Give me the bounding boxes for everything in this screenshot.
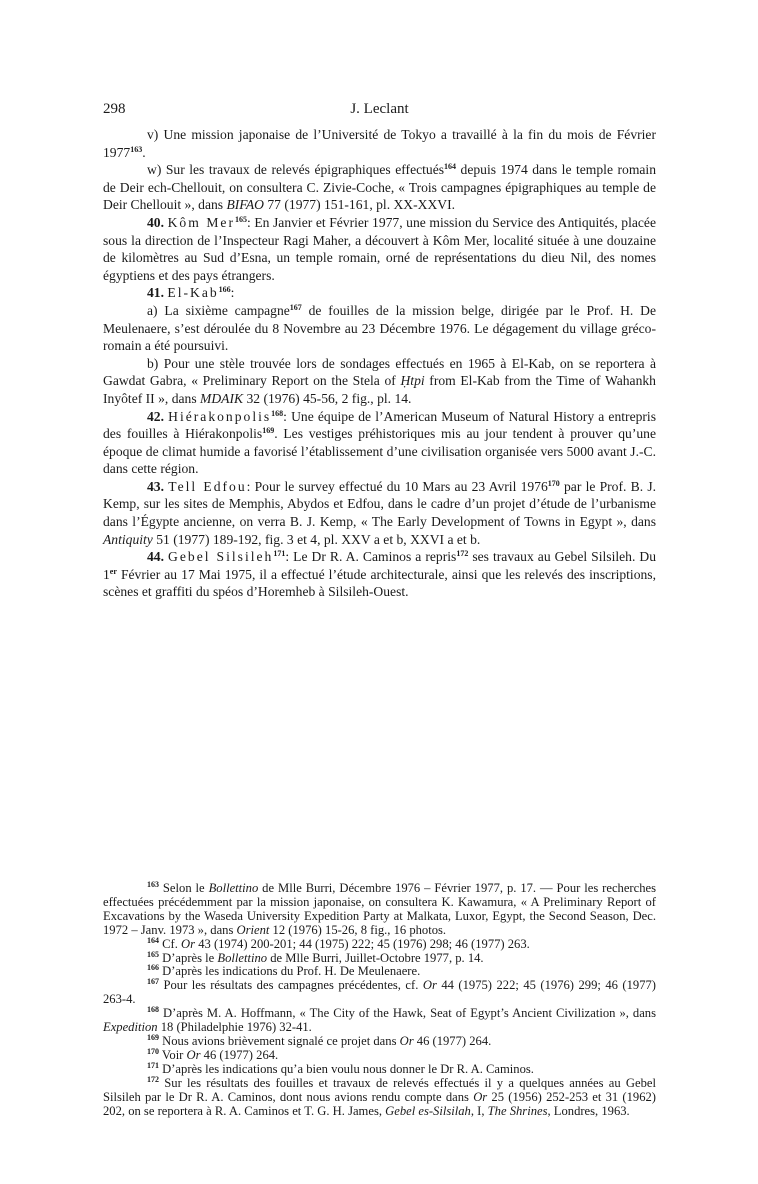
footnotes xyxy=(103,882,656,1118)
italic-title: Antiquity xyxy=(103,531,153,547)
note-marker: 165 xyxy=(147,949,159,959)
italic-title: Or xyxy=(181,936,196,951)
text-run: v) Une mission japonaise de l’Université de Tokyo a travaillé à la fin du mois de Février 1977 xyxy=(103,127,656,160)
note-marker: 167 xyxy=(147,977,159,987)
page-number: 298 xyxy=(103,101,126,117)
section-number: 40. xyxy=(147,214,164,230)
text-run: from El-Kab from the Time of Wahankh Inyôtef II », dans xyxy=(103,373,656,406)
footnote xyxy=(103,1032,656,1049)
note-marker: 164 xyxy=(147,935,159,945)
text-run: . Les vestiges préhistoriques mis au jour tendent à prouver qu’une époque de climat humide a favorisé l’établissement d’une civilisation organisée vers 5000 avant J.-C. dans cette région. xyxy=(103,426,656,477)
text-run: : xyxy=(230,285,235,301)
text-run: D’après les indications qu’a bien voulu nous donner le Dr R. A. Caminos. xyxy=(159,1061,534,1076)
text-run: de Mlle Burri, Décembre 1976 – Février 1977, p. 17. — Pour les recherches effectuées précédemment par la mission japonaise, on consultera K. Kawamura, « A Preliminary Report of Excavations by the Waseda University Expedition Party at Malkata, Luxor, Egypt, the Second Season, Dec. 1972 – Janv. 1973 », dans xyxy=(103,881,656,937)
text-run: , Londres, 1963. xyxy=(547,1103,630,1118)
footnote xyxy=(103,1074,657,1119)
note-marker: 172 xyxy=(456,549,469,559)
body-paragraph xyxy=(103,126,656,161)
text-run: 32 (1976) 45-56, 2 fig., pl. 14. xyxy=(243,390,412,406)
footnote xyxy=(103,882,656,938)
text-run: b) Pour une stèle trouvée lors de sondages effectués en 1965 à El-Kab, on se reportera à Gawdat Gabra, « Preliminary Report on the Stela of xyxy=(103,355,656,389)
body-paragraph xyxy=(103,302,656,355)
note-marker: er xyxy=(109,566,117,576)
body-paragraph xyxy=(103,284,656,302)
section-number: 44. xyxy=(147,549,164,565)
footnote xyxy=(103,1007,656,1035)
text-run: : Le Dr R. A. Caminos a repris xyxy=(285,549,457,565)
page-header xyxy=(103,101,656,123)
footnote xyxy=(103,1046,656,1063)
text-run: 46 (1977) 264. xyxy=(200,1047,279,1062)
text-run: 18 (Philadelphie 1976) 32-41. xyxy=(157,1020,312,1035)
text-run: D’après M. A. Hoffmann, « The City of the Hawk, Seat of Egypt’s Ancient Civilization », dans xyxy=(159,1006,656,1021)
italic-title: Orient xyxy=(236,922,270,937)
note-marker: 163 xyxy=(147,880,159,889)
note-marker: 166 xyxy=(218,285,231,295)
note-marker: 171 xyxy=(273,549,286,559)
text-run: par le Prof. B. J. Kemp, sur les sites de Memphis, Abydos et Edfou, dans le cadre d’un projet d’étude de l’urbanisme dans l’Égypte ancienne, on verra B. J. Kemp, « The Early Development of Towns in Egypt », dans xyxy=(103,478,657,530)
text-run: de Mlle Burri, Juillet-Octobre 1977, p. 14. xyxy=(267,950,484,965)
body-paragraph xyxy=(103,548,656,601)
note-marker: 170 xyxy=(147,1046,159,1056)
site-name: Hiérakonpolis xyxy=(168,408,272,424)
italic-title: Bollettino xyxy=(208,881,259,895)
body-paragraph xyxy=(103,214,656,284)
text-run: Selon le xyxy=(159,881,209,895)
text-run: Sur les résultats des fouilles et travaux de relevés effectués il y a quelques années au Gebel Silsileh par le Dr R. A. Caminos, dont nous avions rendu compte dans xyxy=(103,1075,656,1104)
body-paragraph xyxy=(103,478,656,548)
text-run: : En Janvier et Février 1977, une mission du Service des Antiquités, placée sous la direction de l’Inspecteur Ragi Maher, a découvert à Kôm Mer, localité située à une douzaine de kilomètres au Sud d’Esna, un temple romain, orné de représentations du dieu Nil, des nomes égyptiens et des pays étrangers. xyxy=(103,214,656,283)
text-run: 44 (1975) 222; 45 (1976) 299; 46 (1977) 263-4. xyxy=(103,978,656,1007)
text-run: 77 (1977) 151-161, pl. XX-XXVI. xyxy=(263,197,456,213)
note-marker: 164 xyxy=(444,162,457,172)
text-run: D’après les indications du Prof. H. De Meulenaere. xyxy=(159,964,421,979)
text-run: : Une équipe de l’American Museum of Natural History a entrepris des fouilles à Hiérakonpolis xyxy=(103,408,656,442)
note-marker: 172 xyxy=(147,1074,159,1084)
text-run: a) La sixième campagne xyxy=(147,302,290,318)
site-name: Tell Edfou xyxy=(168,478,247,494)
text-run: de fouilles de la mission belge, dirigée par le Prof. H. De Meulenaere, s’est déroulée du 8 Novembre au 23 Décembre 1976. Le dégagement du village gréco-romain a été poursuivi. xyxy=(103,302,656,354)
note-marker: 168 xyxy=(147,1005,159,1015)
text-run: , I, xyxy=(470,1103,488,1118)
italic-title: BIFAO xyxy=(226,197,264,213)
text-run: 12 (1976) 15-26, 8 fig., 16 photos. xyxy=(269,922,447,937)
note-marker: 171 xyxy=(147,1060,159,1070)
site-name: Gebel Silsileh xyxy=(168,549,274,565)
site-name: Kôm Mer xyxy=(167,214,235,230)
text-run: Cf. xyxy=(159,936,182,951)
note-marker: 163 xyxy=(130,144,143,154)
text-run: 25 (1956) 252-253 et 31 (1962) 202, on se reportera à R. A. Caminos et T. G. H. James, xyxy=(103,1089,657,1118)
text-run: : Pour le survey effectué du 10 Mars au 23 Avril 1976 xyxy=(246,478,548,494)
text-run: Pour les résultats des campagnes précédentes, cf. xyxy=(159,978,423,993)
section-number: 42. xyxy=(147,408,164,424)
text-run: D’après le xyxy=(159,950,218,965)
note-marker: 170 xyxy=(547,478,560,488)
body-paragraph xyxy=(103,355,656,408)
text-run: w) Sur les travaux de relevés épigraphiques effectués xyxy=(147,162,445,178)
note-marker: 165 xyxy=(234,214,247,224)
note-marker: 169 xyxy=(147,1032,159,1042)
text-run: 51 (1977) 189-192, fig. 3 et 4, pl. XXV a et b, XXVI a et b. xyxy=(152,531,481,547)
body-paragraph xyxy=(103,408,656,478)
note-marker: 166 xyxy=(147,963,159,973)
italic-title: Or xyxy=(186,1047,201,1062)
text-run: . xyxy=(142,144,146,160)
italic-title: MDAIK xyxy=(200,390,244,406)
site-name: El-Kab xyxy=(167,285,219,301)
italic-title: Gebel es-Silsilah xyxy=(385,1103,471,1118)
section-number: 43. xyxy=(147,478,164,494)
footnote xyxy=(103,935,656,952)
italic-title: Or xyxy=(399,1033,414,1048)
section-number: 41. xyxy=(147,285,164,301)
italic-title: Expedition xyxy=(103,1020,158,1035)
text-run: Voir xyxy=(159,1047,187,1062)
text-run: Février au 17 Mai 1975, il a effectué l’étude architecturale, ainsi que les relevés des inscriptions, scènes et graffiti du spéos d’Horemheb à Silsileh-Ouest. xyxy=(103,566,656,600)
italic-title: Bollettino xyxy=(217,950,268,965)
text-run: ses travaux au Gebel Silsileh. Du 1 xyxy=(103,549,656,582)
italic-title: Or xyxy=(473,1089,488,1104)
note-marker: 167 xyxy=(289,302,302,312)
text-run: 46 (1977) 264. xyxy=(413,1033,492,1048)
footnote xyxy=(103,979,656,1007)
italic-title: Ḥtpi xyxy=(400,373,425,389)
italic-title: Or xyxy=(422,978,437,993)
text-run: 43 (1974) 200-201; 44 (1975) 222; 45 (1976) 298; 46 (1977) 263. xyxy=(195,936,530,951)
note-marker: 168 xyxy=(271,408,284,418)
italic-title: The Shrines xyxy=(487,1103,548,1118)
running-head: J. Leclant xyxy=(350,101,409,117)
text-run: Nous avions brièvement signalé ce projet dans xyxy=(159,1033,400,1048)
body-text xyxy=(103,126,656,601)
text-run: depuis 1974 dans le temple romain de Deir ech-Chellouit, on consultera C. Zivie-Coche, « Trois campagnes épigraphiques au temple de Deir Chellouit », dans xyxy=(103,162,657,213)
note-marker: 169 xyxy=(262,426,275,436)
body-paragraph xyxy=(103,161,656,214)
footnote xyxy=(103,1060,656,1077)
